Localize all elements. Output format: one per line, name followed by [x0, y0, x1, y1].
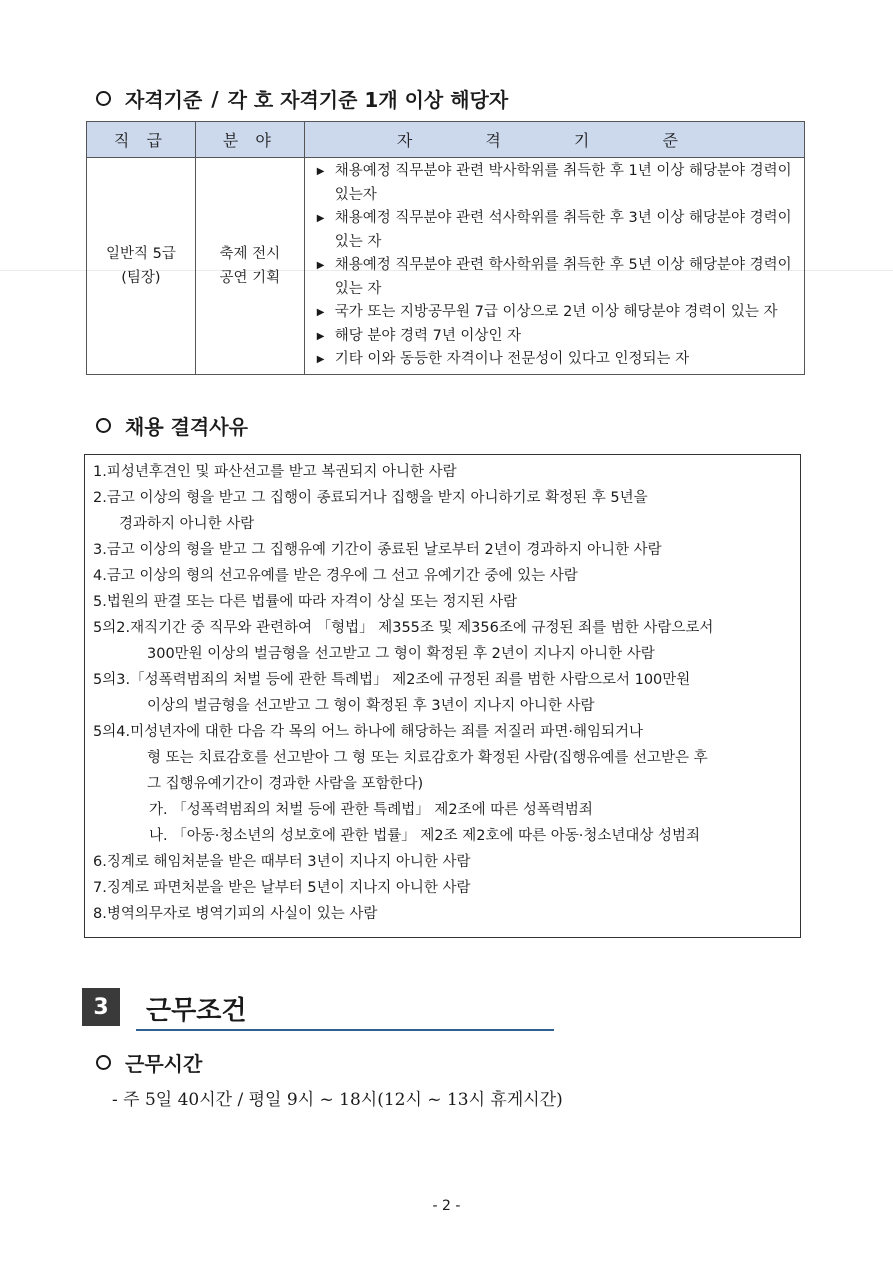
page-number: - 2 - — [432, 1198, 461, 1214]
qualification-heading-sub: 각 호 자격기준 1개 이상 해당자 — [227, 88, 509, 112]
list-text: 징계로 해임처분을 받은 때부터 3년이 지나지 아니한 사람 — [106, 854, 471, 870]
qualification-heading-sep: / — [211, 86, 219, 111]
list-number: 1. — [93, 464, 107, 480]
list-text: 징계로 파면처분을 받은 날부터 5년이 지나지 아니한 사람 — [106, 880, 471, 896]
list-text: 금고 이상의 형을 받고 그 집행이 종료되거나 집행을 받지 아니하기로 확정된 후 5년을 — [106, 490, 648, 506]
list-item — [93, 563, 792, 589]
section-underline — [136, 1029, 554, 1031]
list-number: 3. — [93, 542, 107, 558]
triangle-right-icon: ▶ — [316, 330, 325, 342]
triangle-right-icon: ▶ — [316, 213, 325, 224]
header-grade: 직 급 — [87, 122, 196, 158]
list-number: 2. — [93, 490, 107, 506]
list-item-continuation: 이상의 벌금형을 선고받고 그 형이 확정된 후 3년이 지나지 아니한 사람 — [147, 698, 595, 714]
list-number: 8. — [93, 906, 107, 922]
triangle-right-icon: ▶ — [316, 354, 325, 365]
qualification-heading — [96, 84, 508, 113]
list-number: 7. — [93, 880, 107, 896]
criteria-cell — [304, 158, 804, 375]
criteria-item — [317, 207, 798, 254]
field-cell — [195, 158, 304, 375]
criteria-item — [317, 254, 798, 301]
disqualification-heading-title: 채용 결격사유 — [125, 415, 248, 439]
header-criteria: 자 격 기 준 — [304, 122, 804, 158]
list-item — [93, 849, 792, 875]
list-number: 6. — [93, 854, 107, 870]
triangle-right-icon: ▶ — [316, 260, 325, 271]
list-number: 4. — [93, 568, 107, 584]
list-item — [93, 667, 792, 693]
criteria-text: 기타 이와 동등한 자격이나 전문성이 있다고 인정되는 자 — [334, 351, 690, 367]
work-hours-text: - 주 5일 40시간 / 평일 9시 ~ 18시(12시 ~ 13시 휴게시간) — [112, 1090, 563, 1110]
criteria-text: 채용예정 직무분야 관련 박사학위를 취득한 후 1년 이상 해당분야 경력이 있는자 — [334, 163, 792, 203]
list-text: 피성년후견인 및 파산선고를 받고 복권되지 아니한 사람 — [106, 464, 457, 480]
sub-list-item: 나. 「아동·청소년의 성보호에 관한 법률」 제2조 제2호에 따른 아동·청소년대상 성범죄 — [149, 828, 700, 844]
triangle-right-icon: ▶ — [316, 307, 325, 318]
list-number: 5의3. — [93, 672, 131, 688]
disqualification-box — [84, 454, 801, 938]
criteria-text: 채용예정 직무분야 관련 학사학위를 취득한 후 5년 이상 해당분야 경력이 있는 자 — [334, 257, 792, 297]
list-item — [93, 875, 792, 901]
work-hours-heading-title: 근무시간 — [125, 1052, 203, 1076]
list-item-continuation: 경과하지 아니한 사람 — [119, 516, 255, 532]
list-item — [93, 589, 792, 615]
list-item — [93, 485, 792, 511]
list-text: 재직기간 중 직무와 관련하여 「형법」 제355조 및 제356조에 규정된 죄를 범한 사람으로서 — [130, 620, 714, 636]
criteria-text: 국가 또는 지방공무원 7급 이상으로 2년 이상 해당분야 경력이 있는 자 — [334, 304, 778, 320]
list-text: 미성년자에 대한 다음 각 목의 어느 하나에 해당하는 죄를 저질러 파면·해임되거나 — [130, 724, 644, 740]
list-item-continuation: 형 또는 치료감호를 선고받아 그 형 또는 치료감호가 확정된 사람(집행유예를 선고받은 후 — [147, 750, 708, 766]
criteria-text: 해당 분야 경력 7년 이상인 자 — [334, 327, 522, 344]
list-number: 5. — [93, 594, 107, 610]
field-line: 공연 기획 — [219, 269, 281, 286]
list-item-continuation: 그 집행유예기간이 경과한 사람을 포함한다) — [147, 776, 424, 792]
field-line: 축제 전시 — [219, 245, 281, 262]
table-header-row — [87, 122, 805, 158]
list-text: 병역의무자로 병역기피의 사실이 있는 사람 — [106, 906, 378, 922]
sub-list-item: 가. 「성폭력범죄의 처벌 등에 관한 특례법」 제2조에 따른 성폭력범죄 — [149, 802, 593, 818]
list-item — [93, 537, 792, 563]
section-title: 근무조건 — [146, 996, 247, 1026]
criteria-item — [317, 348, 798, 372]
list-text: 법원의 판결 또는 다른 법률에 따라 자격이 상실 또는 정지된 사람 — [106, 594, 518, 610]
header-field: 분 야 — [195, 122, 304, 158]
list-text: 금고 이상의 형을 받고 그 집행유예 기간이 종료된 날로부터 2년이 경과하지 아니한 사람 — [106, 542, 662, 558]
criteria-text: 채용예정 직무분야 관련 석사학위를 취득한 후 3년 이상 해당분야 경력이 있는 자 — [334, 210, 792, 250]
qualification-table — [86, 121, 805, 375]
list-item — [93, 719, 792, 745]
grade-line: 일반직 5급 — [105, 245, 176, 262]
section-number-badge: 3 — [82, 988, 120, 1026]
list-text: 「성폭력범죄의 처벌 등에 관한 특례법」 제2조에 규정된 죄를 범한 사람으로서 100만원 — [130, 672, 691, 688]
criteria-item — [317, 301, 798, 325]
circle-icon — [96, 91, 111, 106]
criteria-item — [317, 160, 798, 207]
circle-icon — [96, 1055, 111, 1070]
circle-icon — [96, 418, 111, 433]
list-item-continuation: 300만원 이상의 벌금형을 선고받고 그 형이 확정된 후 2년이 지나지 아니한 사람 — [147, 646, 655, 662]
grade-cell — [87, 158, 196, 375]
grade-line: (팀장) — [121, 269, 161, 286]
list-item — [93, 615, 792, 641]
qualification-heading-title: 자격기준 — [125, 88, 203, 112]
list-item — [93, 459, 792, 485]
list-item — [93, 901, 792, 927]
disqualification-heading — [96, 411, 248, 440]
list-text: 금고 이상의 형의 선고유예를 받은 경우에 그 선고 유예기간 중에 있는 사람 — [106, 568, 578, 584]
table-row — [87, 158, 805, 375]
triangle-right-icon: ▶ — [316, 166, 325, 177]
work-hours-heading — [96, 1048, 202, 1077]
criteria-item — [317, 325, 798, 349]
list-number: 5의2. — [93, 620, 131, 636]
list-number: 5의4. — [93, 724, 131, 740]
